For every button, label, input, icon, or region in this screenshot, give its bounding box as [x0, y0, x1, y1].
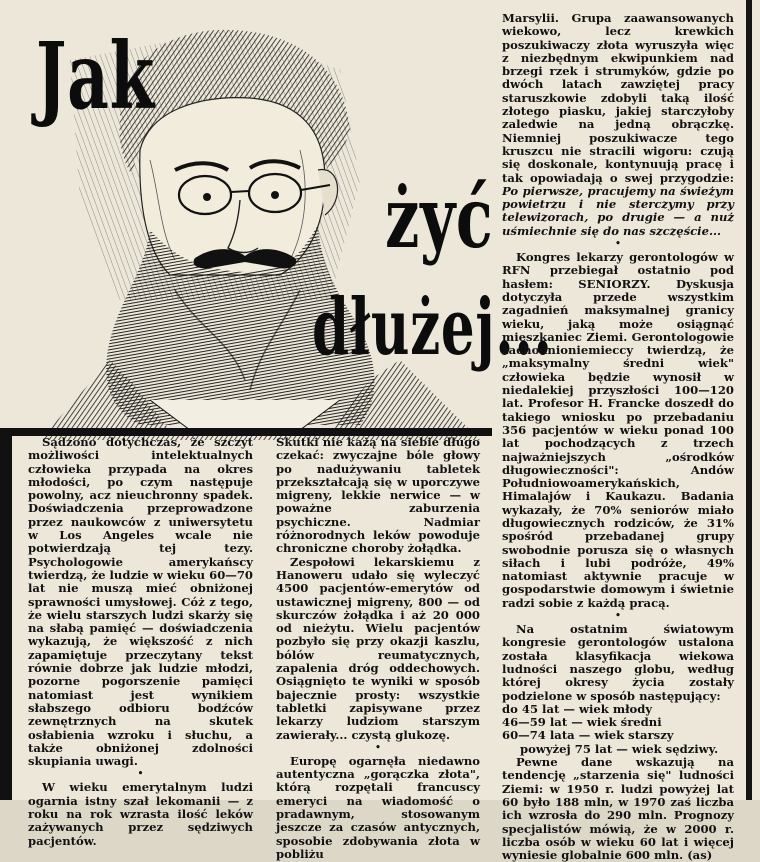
age-category: 46—59 lat — wiek średni — [502, 715, 662, 730]
paragraph-skutki: Skutki nie każą na siebie długo czekać: zwyczajne bóle głowy po nadużywaniu tabletek przekształcają się w uporczywe migreny, lekkie nerwice — w poważne zaburzenia psychiczne. Nadmiar różnorodnych leków powoduje chroniczne choroby żołądka. — [276, 435, 480, 556]
title-word-jak: Jak — [36, 22, 155, 130]
title-word-zyc: żyć — [385, 168, 494, 267]
text-column-2 — [276, 436, 480, 861]
page-edge-bar — [746, 0, 752, 800]
frame-bar-vertical — [0, 434, 12, 800]
separator: • — [615, 239, 621, 250]
age-category: 60—74 lata — wiek starszy — [502, 728, 674, 743]
paragraph-klasyfikacja: Na ostatnim światowym kongresie gerontologów ustalona została klasyfikacja wiekowa ludności naszego globu, według której okresy życia zostały podzielone w sposób następujący: — [502, 622, 734, 703]
separator: • — [615, 611, 621, 622]
paragraph-memory: Sądzono dotychczas, że szczyt możliwości intelektualnych człowieka przypada na okres młodości, po czym następuje powolny, acz nieuchronny spadek. Doświadczenia przeprowadzone przez naukowców z uniwersytetu w Los Angeles wcale nie potwierdzają tej tezy. Psychologowie amerykańscy twierdzą, że ludzie w wieku 60—70 lat nie muszą mieć obniżonej sprawności umysłowej. Cóż z tego, że wielu starszych ludzi skarży się na słabą pamięć — doświadczenia wykazują, że większość z nich zapamiętuje przeczytany tekst równie dobrze jak ludzie młodzi, pozorne pogorszenie pamięci natomiast jest wynikiem słabszego odbioru bodźców zewnętrznych na skutek osłabienia wzroku i słuchu, a także obniżonej zdolności skupiania uwagi. — [28, 435, 253, 769]
separator: • — [375, 742, 381, 753]
paragraph-goraczka-zlota: Europę ogarnęła niedawno autentyczna „gorączka złota", którą rozpętali francuscy emeryci na wiadomość o pradawnym, stosowanym jeszcze za czasów antycznych, sposobie zdobywania złota w pobliżu — [276, 753, 480, 861]
separator: • — [137, 769, 144, 780]
paragraph-hanower: Zespołowi lekarskiemu z Hanoweru udało się wyleczyć 4500 pacjentów-emerytów od ustawicznej migreny, 800 — od skurczów żołądka i aż 20 000 od nieżytu. Wielu pacjentów pozbyło się przy okazji kaszlu, bólów reumatycznych, zapalenia dróg oddechowych. Osiągnięto te wyniki w sposób bajecznie prosty: wszystkie tabletki zapisywane przez lekarzy ludziom starszym zawierały... czystą glukozę. — [276, 554, 480, 742]
paragraph-starzenie: Pewne dane wskazują na tendencję „starzenia się" ludności Ziemi: w 1950 r. ludzi powyżej lat 60 było 188 mln, w 1970 zaś liczba ich wzrosła do 290 mln. Prognozy specjalistów mówią, że w 2000 r. liczba osób w wieku 60 lat i więcej wyniesie globalnie 600 mln. (as) — [502, 755, 734, 862]
paragraph-marsylia — [502, 12, 734, 238]
age-category: do 45 lat — wiek młody — [502, 701, 653, 716]
text-column-1 — [28, 436, 253, 848]
age-category: powyżej 75 lat — wiek sędziwy. — [520, 741, 719, 756]
paragraph-lekomania: W wieku emerytalnym ludzi ogarnia istny szał lekomanii — z roku na rok wzrasta ilość leków zażywanych przez sędziwych pacjentów. — [28, 780, 253, 848]
quote-italic: Po pierwsze, pracujemy na świeżym powietrzu i nie sterczymy przy telewizorach, po drugie — a nuż uśmiechnie się do nas szczęście... — [502, 183, 734, 238]
paragraph-kongres-rfn: Kongres lekarzy gerontologów w RFN przebiegał ostatnio pod hasłem: SENIORZY. Dyskusja dotyczyła przede wszystkim zagadnień maksymalnej granicy wieku, jaką może osiągnąć mieszkaniec Ziemi. Gerontologowie zachodnioniemieccy twierdzą, że „maksymalny średni wiek" człowieka będzie wynosił w niedalekiej przyszłości 100—120 lat. Profesor H. Francke doszedł do takiego wniosku po przebadaniu 356 pacjentów w wieku ponad 100 lat pochodzących z trzech najważniejszych „ośrodków długowieczności": Andów Południowoamerykańskich, Himalajów i Kaukazu. Badania wykazały, że 70% seniorów miało długowiecznych rodziców, że 31% spośród przebadanej grupy swobodnie porusza się o własnych siłach i lubi podróże, 49% natomiast aktywnie pracuje w gospodarstwie domowym i świetnie radzi sobie z każdą pracą. — [502, 250, 734, 610]
text-column-3 — [502, 12, 734, 862]
paragraph-marsylia-text: Marsylii. Grupa zaawansowanych wiekowo, lecz krewkich poszukiwaczy złota wyruszyła więc z niezbędnym ekwipunkiem nad brzegi rzek i strumyków, gdzie po dwóch latach zawziętej pracy staruszkowie zdobyli taką ilość złotego piasku, jakiej starczyłoby zaledwie na jedną obrączkę. Niemniej poszukiwacze tego kruszcu nie stracili wigoru: czują się doskonale, kontynuują pracę i tak opowiadają o swej przygodzie: — [502, 11, 734, 185]
title-word-dluzej: dłużej... — [312, 282, 553, 373]
